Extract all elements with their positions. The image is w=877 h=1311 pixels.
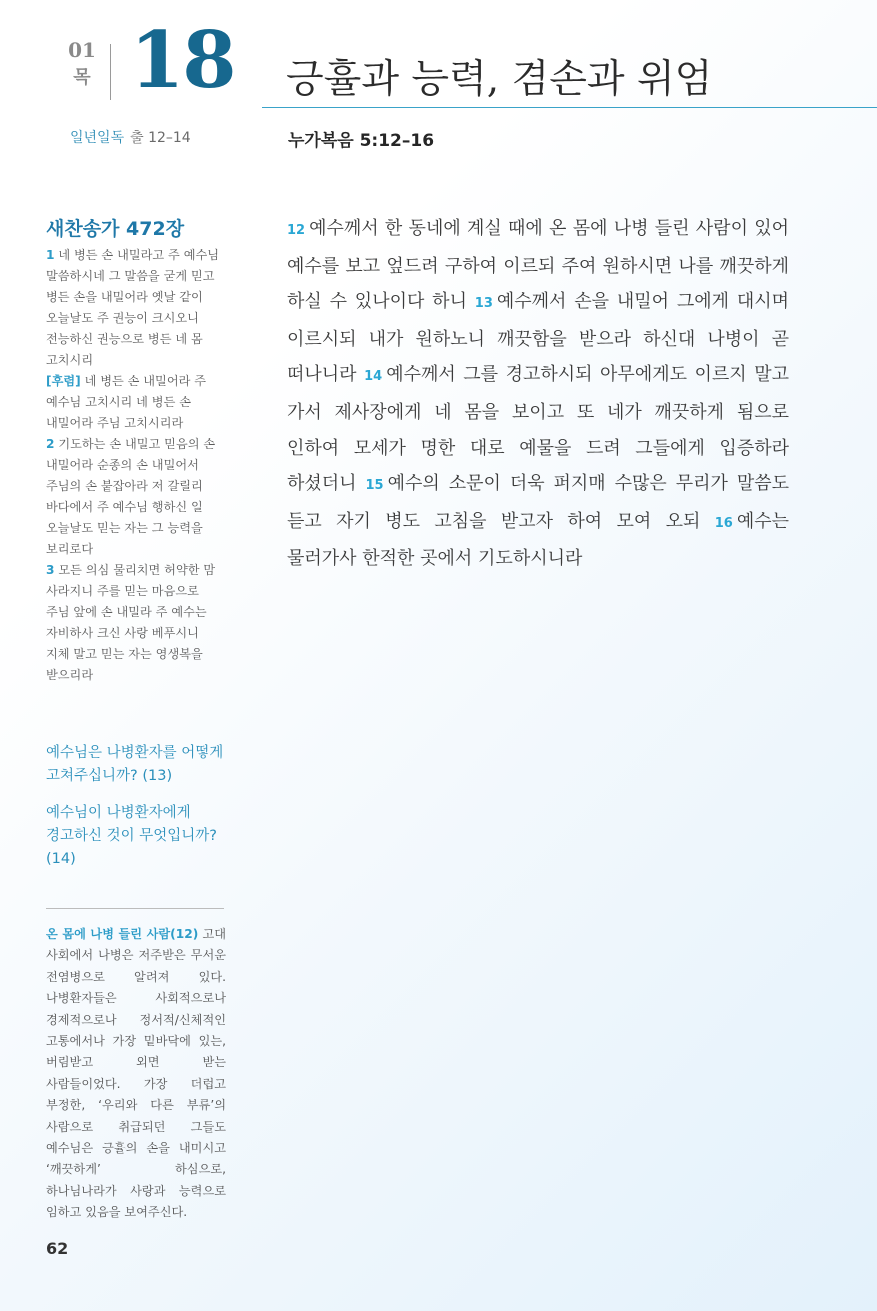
title-underline <box>262 107 877 108</box>
verse-text: 예수께서 그를 경고하시되 아무에게도 이르지 말고 가서 제사장에게 네 몸을 보이고 또 네가 깨끗하게 됨으로 인하여 모세가 명한 대로 예물을 드려 그들에게 입증하라 하셨더니 <box>287 364 789 495</box>
verse-number: 16 <box>714 515 733 531</box>
verse-text: 예수께서 한 동네에 계실 때에 온 몸에 나병 들린 사람이 있어 예수를 보고 엎드려 구하여 이르되 주여 원하시면 나를 깨끗하게 하실 수 있나이다 하니 <box>287 218 789 313</box>
day-number: 18 <box>130 15 235 106</box>
hymn-verse-number: 2 <box>46 437 55 451</box>
reading-plan-label: 일년일독 <box>70 130 125 146</box>
note-divider <box>46 908 224 909</box>
reading-plan <box>70 127 191 147</box>
reading-plan-reference: 출 12–14 <box>130 130 191 146</box>
hymn-verse <box>46 434 226 560</box>
hymn-verse <box>46 560 226 686</box>
commentary-note <box>46 924 226 1224</box>
passage-reference: 누가복음 5:12–16 <box>288 131 435 151</box>
hymn-chorus <box>46 371 226 434</box>
hymn-verse-text: 기도하는 손 내밀고 믿음의 손 내밀어라 순종의 손 내밀어서 주님의 손 붙잡아라 저 갈릴리 바다에서 주 예수님 행하신 일 오늘날도 믿는 자는 그 능력을 보리로다 <box>46 437 216 556</box>
note-text: 고대 사회에서 나병은 저주받은 무서운 전염병으로 알려져 있다. 나병환자들은 사회적으로나 경제적으로나 정서적/신체적인 고통에서나 가장 밑바닥에 있는, 버림받고 외면 받는 사람들이었다. 가장 더럽고 부정한, ‘우리와 다른 부류’의 사람으로 취급되던 그들도 예수님은 긍휼의 손을 내미시고 ‘깨끗하게’ 하심으로, 하나님나라가 사랑과 능력으로 임하고 있음을 보여주신다. <box>46 927 227 1220</box>
date-month-weekday <box>67 38 97 90</box>
question-item: 예수님은 나병환자를 어떻게 고쳐주십니까? (13) <box>46 745 224 784</box>
hymn-verse-text: 네 병든 손 내밀어라 주 예수님 고치시리 네 병든 손 내밀어라 주님 고치시리라 <box>46 374 207 430</box>
scripture-passage <box>287 211 789 577</box>
weekday: 목 <box>73 67 91 88</box>
verse-text: 예수께서 손을 내밀어 그에게 대시며 이르시되 내가 원하노니 깨끗함을 받으라 하신대 나병이 곧 떠나니라 <box>287 291 789 386</box>
date-divider <box>110 44 111 100</box>
hymn-verse-number: 1 <box>46 248 55 262</box>
month-number: 01 <box>68 38 96 62</box>
hymn-verse-text: 모든 의심 물리치면 허약한 맘 사라지니 주를 믿는 마음으로 주님 앞에 손 내밀라 주 예수는 자비하사 크신 사랑 베푸시니 지체 말고 믿는 자는 영생복을 받으리라 <box>46 563 216 682</box>
question-item: 예수님이 나병환자에게 경고하신 것이 무엇입니까? (14) <box>46 805 217 867</box>
hymn-verse-number: 3 <box>46 563 55 577</box>
verse-text: 예수는 물러가사 한적한 곳에서 기도하시니라 <box>287 510 789 570</box>
verse-text: 예수의 소문이 더욱 퍼지매 수많은 무리가 말씀도 듣고 자기 병도 고침을 받고자 하여 모여 오되 <box>287 473 789 532</box>
verse-number: 13 <box>474 296 493 312</box>
verse-number: 12 <box>287 223 306 238</box>
hymn-section <box>46 214 226 686</box>
note-term: 온 몸에 나병 들린 사람(12) <box>46 927 199 941</box>
hymn-chorus-tag: [후렴] <box>46 374 81 388</box>
hymn-verse <box>46 245 226 371</box>
verse-number: 15 <box>365 478 384 494</box>
page-title: 긍휼과 능력, 겸손과 위엄 <box>286 57 713 102</box>
page-number: 62 <box>46 1239 69 1258</box>
reflection-questions <box>46 742 228 885</box>
hymn-title: 새찬송가 472장 <box>46 218 185 240</box>
hymn-verse-text: 네 병든 손 내밀라고 주 예수님 말씀하시네 그 말씀을 굳게 믿고 병든 손을 내밀어라 옛날 같이 오늘날도 주 권능이 크시오니 전능하신 권능으로 병든 네 몸 고치시리 <box>46 248 220 367</box>
verse-number: 14 <box>364 369 383 385</box>
